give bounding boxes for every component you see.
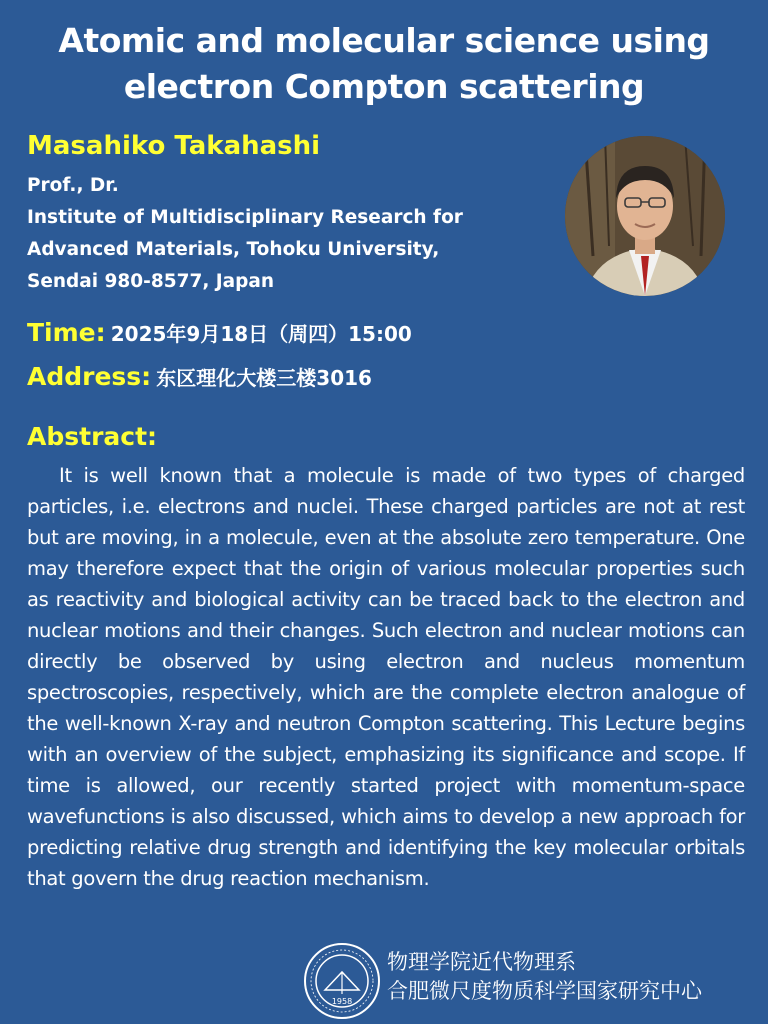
affiliation-line: Institute of Multidisciplinary Research for xyxy=(27,207,463,228)
organizer-center: 合肥微尺度物质科学国家研究中心 xyxy=(387,979,702,1003)
event-time xyxy=(27,318,412,347)
organizer-footer xyxy=(387,948,702,1006)
speaker-portrait-image xyxy=(565,136,725,296)
address-value: 东区理化大楼三楼3016 xyxy=(156,366,372,390)
address-label: Address: xyxy=(27,362,152,391)
university-seal-icon xyxy=(303,942,381,1020)
abstract-text: It is well known that a molecule is made of two types of charged particles, i.e. electrons and nuclei. These charged particles are not at rest but are moving, in a molecule, even at the absolute zero temperature. One may therefore expect that the origin of various molecular properties such as reactivity and biological activity can be traced back to the electron and nuclear motions and their changes. Such electron and nuclear motions can directly be observed by using electron and nucleus momentum spectroscopies, respectively, which are the complete electron analogue of the well-known X-ray and neutron Compton scattering. This Lecture begins with an overview of the subject, emphasizing its significance and scope. If time is allowed, our recently started project with momentum-space wavefunctions is also discussed, which aims to develop a new approach for predicting relative drug strength and identifying the key molecular orbitals that govern the drug reaction mechanism. xyxy=(27,464,745,890)
affiliation-line: Advanced Materials, Tohoku University, xyxy=(27,239,440,260)
speaker-affiliation xyxy=(27,170,547,298)
title-line-2: electron Compton scattering xyxy=(123,67,645,106)
affiliation-line: Sendai 980-8577, Japan xyxy=(27,271,275,292)
speaker-photo xyxy=(565,136,725,296)
event-address xyxy=(27,362,372,391)
affiliation-line: Prof., Dr. xyxy=(27,175,119,196)
time-value: 2025年9月18日（周四）15:00 xyxy=(110,322,412,346)
time-label: Time: xyxy=(27,318,106,347)
organizer-department: 物理学院近代物理系 xyxy=(387,950,576,974)
seal-year: 1958 xyxy=(331,997,353,1006)
speaker-name: Masahiko Takahashi xyxy=(27,131,321,161)
abstract-heading: Abstract: xyxy=(27,422,158,451)
poster-title xyxy=(0,18,768,110)
title-line-1: Atomic and molecular science using xyxy=(58,21,710,60)
